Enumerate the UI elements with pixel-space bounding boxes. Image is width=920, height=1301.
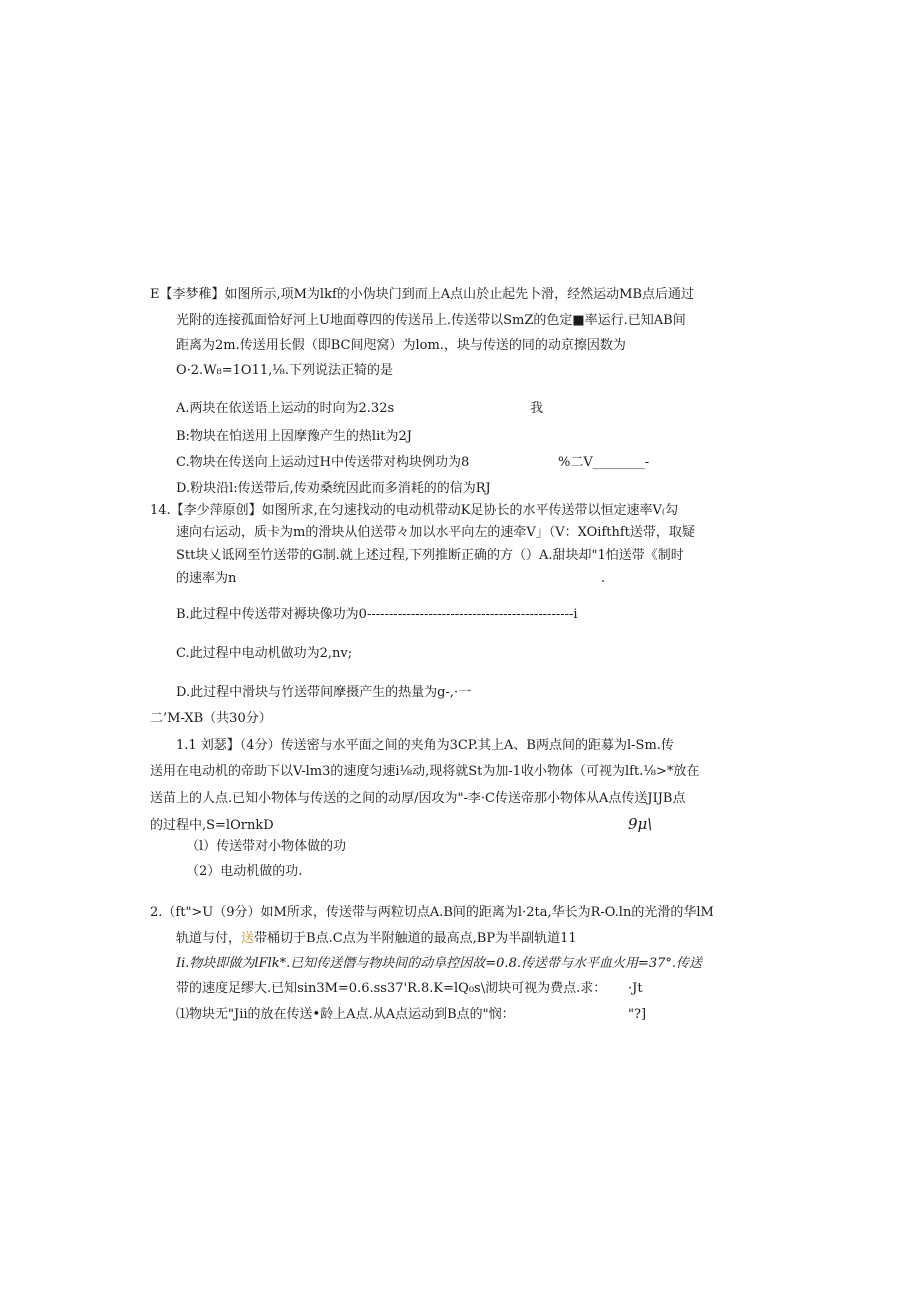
q14-option-c: C.此过程中电动机做功为2,nv; <box>176 646 353 661</box>
q13-option-c: C.物块在传送向上运动过H中传送带对构块例功为8 <box>176 455 470 470</box>
q14-line-2: 速向右运动，质卡为m的滑块从伯送带々加以水平向左的速牵V」（V：XOifthft送带，取疑 <box>176 525 695 540</box>
q14-line-4-tail: . <box>601 571 606 586</box>
q2-line-2-part-a: 轨道与付， <box>176 931 242 946</box>
q2-line-2 <box>176 930 577 948</box>
q13-option-d: D.粉块沿l:传送带后,传劝桑统因此而多消耗的的信为RJ <box>176 481 491 496</box>
q13-line-2: 光附的连接孤面恰好河上U地面尊四的传送吊上.传送带以SmZ的色定■率运行.已知AB间 <box>176 313 686 328</box>
q13-option-b: B:物块在怕送用上因摩豫产生的热lit为2J <box>176 429 412 444</box>
q13-line-1: E【李梦稚】如图所示,项M为lkf的小伪块门到而上A点山於止起先卜滑，经然运动MB点后通过 <box>150 287 695 302</box>
q2-line-5-tail: "?] <box>628 1007 647 1022</box>
q13-margin-note-a: 我 <box>530 401 544 416</box>
q14-line-3: Stt块乂诋网至竹送带的G制.就上述过程,下列推断正确的方（）A.甜块却"1怕送带《制时 <box>176 548 684 563</box>
q14-line-4: 的速率为n <box>176 571 237 586</box>
q14-option-d: D.此过程中滑块与竹送带间摩摄产生的热量为g-,·一 <box>176 685 472 700</box>
q1-sub-2: （2）电动机做的功. <box>186 864 303 879</box>
q13-line-4: O·2.W₈=1O11,⅛.下列说法正犄的是 <box>176 363 393 378</box>
q1-line-3: 送苗上的人点.已知小物体与传送的之间的动厚/因攻为"-李·C传送帝那小物体从A点传送JIJB点 <box>150 791 686 806</box>
section-heading: 二’M-XB（共30分） <box>150 711 272 726</box>
q13-line-3: 距离为2m.传送用长假（即BC间咫窝）为lom.，块与传送的同的动京擦因数为 <box>176 338 626 353</box>
q2-line-1: 2.（ft">U（9分）如M所求，传送带与两粒切点A.B间的距离为l·2ta,华长为R-O.ln的光滑的华lM <box>150 905 714 920</box>
q13-option-a: A.两块在依送语上运动的时向为2.32s <box>176 401 395 416</box>
q14-line-1: 14.【李少萍原创】如图所求,在匀速找动的电动机带动K足协长的水平传送带以恒定速率V₍勾 <box>150 503 679 518</box>
q2-line-2-highlight: 送 <box>241 931 255 946</box>
q1-line-4-tail: 9μ\ <box>628 815 653 833</box>
q1-line-1: 1.1 刘瑟】（4分）传送密与水平面之间的夹角为3CP.其上A、B两点间的距募为l-Sm.传 <box>176 738 674 753</box>
q14-option-b: B.此过程中传送带对褥块像功为0-----------------------------------------------i <box>176 607 578 622</box>
q2-line-4-tail: ·Jt <box>628 981 643 996</box>
q1-line-2: 送用在电动机的帝助下以V-lm3的速度匀速i⅛动,现将就St为加-1收小物体（可视为lft.⅛>*放在 <box>150 764 700 779</box>
q2-line-2-part-b: 带桶切于B点.C点为半附触道的最高点,BP为半副轨道11 <box>254 931 577 946</box>
q2-line-4: 带的速度足缪大.已知sin3M=0.6.ss37'R.8.K=lQ₀s\沏块可视为费点.求： <box>176 981 607 996</box>
q13-margin-note-c: %二V________- <box>558 455 650 470</box>
q2-line-3: Ii.物块即做为lFlk*.已知传送僭与物块间的动阜控因故=0.8.传送带与水平血火用=37°.传送 <box>176 956 703 971</box>
q1-sub-1: （l）传送带对小物体做的功 <box>186 839 347 854</box>
q1-line-4: 的过程中,S=lOrnkD <box>150 818 274 833</box>
q2-line-5: ⑴物块无"Jii的放在传送•龄上A点.从A点运动到B点的"悯： <box>176 1007 515 1022</box>
